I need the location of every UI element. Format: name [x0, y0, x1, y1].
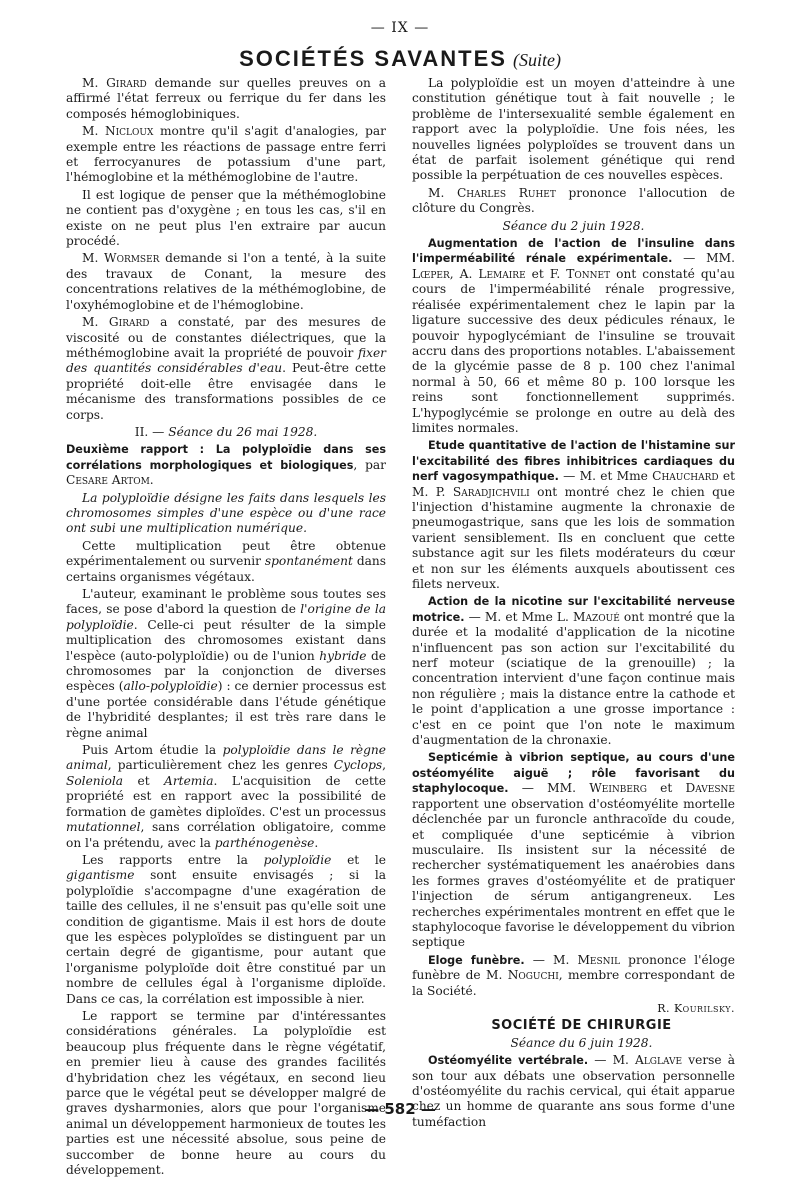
speaker-name: M. Nicloux	[82, 124, 154, 139]
society-session: Séance du 6 juin 1928.	[510, 1035, 653, 1050]
communication: Augmentation de l'action de l'insuline dans l'imperméabilité rénale expérimentale. — MM. Lœper, A. Lemaire et F. Tonnet ont constaté qu'au cours de l'imperméabilité rénale progressive, réalisée expérimentalement chez le lapin par la ligature successive des deux pédicules rénaux, le pouvoir hypoglycémiant de l'insuline se trouvait accru dans des proportions notables. L'abaissement de la glycémie passe de 8 p. 100 chez l'animal normal à 50, 66 et même 80 p. 100 lorsque les reins sont fonctionnellement supprimés. L'hypoglycémie se prolonge en outre au delà des limites normales.	[412, 237, 735, 435]
left-column	[66, 76, 386, 1180]
paragraph	[66, 76, 386, 122]
communication-title: Action de la nicotine sur l'excitabilité nerveuse motrice.	[412, 595, 735, 624]
page-number: — 582 —	[364, 1100, 436, 1118]
paragraph: Il est logique de penser que la méthémoglobine ne contient pas d'oxygène ; en tous les cas, s'il en existe on ne peut plus l'en extraire par aucun procédé.	[66, 187, 386, 249]
communication-title: Augmentation de l'action de l'insuline dans l'imperméabilité rénale expérimentale.	[412, 237, 735, 266]
speaker-name: M. Wormser	[82, 251, 160, 266]
communication-title: Etude quantitative de l'action de l'histamine sur l'excitabilité des fibres inhibitrices cardiaques du nerf vagosympathique.	[412, 439, 735, 484]
communication: Action de la nicotine sur l'excitabilité nerveuse motrice. — M. et Mme L. Mazoué ont montré que la durée et la modalité d'application de la nicotine n'influencent pas son action sur l'excitabilité du nerf moteur (sciatique de la grenouille) ; la concentration intervient d'une façon continue mais non régulière ; mais la distance entre la cathode et le point d'application a une grosse importance : c'est en ce point que l'on note le maximum d'augmentation de la chronaxie.	[412, 595, 735, 748]
communication-title: Eloge funèbre.	[428, 953, 525, 967]
speaker-name: M. Charles Ruhet	[428, 185, 556, 200]
italic-phrase: fixer des quantités considérables d'eau	[66, 345, 386, 376]
society-heading: SOCIÉTÉ DE CHIRURGIE	[491, 1018, 672, 1034]
communication: Septicémie à vibrion septique, au cours d'une ostéomyélite aiguë ; rôle favorisant du staphylocoque. — MM. Weinberg et Davesne rapportent une observation d'ostéomyélite mortelle déclenchée par un furoncle anthracoïde du coude, et compliquée d'une septicémie à vibrion musculaire. Ils insistent sur la nécessité de rechercher systématiquement les anaérobies dans les formes graves d'ostéomyélite et de pratiquer l'injection de sérum antigangreneux. Les recherches expérimentales montrent en effet que le staphylocoque favorise le développement du vibrion septique	[412, 751, 735, 950]
paragraph-text: . Peut-être cette propriété doit-elle être envisagée dans le mécanisme des transformations possibles de ce corps.	[66, 361, 386, 422]
communication-title: Septicémie à vibrion septique, au cours d'une ostéomyélite aiguë ; rôle favorisant du staphylocoque.	[412, 751, 735, 796]
speaker-name: M. Girard	[82, 76, 147, 90]
paragraph: Cette multiplication peut être obtenue expérimentalement ou survenir spontanément dans certains organismes végétaux.	[66, 538, 386, 584]
report-abstract: La polyploïdie désigne les faits dans lesquels les chromosomes simples d'une espèce ou d'une race ont subi une multiplication numérique.	[66, 490, 386, 536]
paragraph: Les rapports entre la polyploïdie et le gigantisme sont ensuite envisagés ; si la polyploïdie s'accompagne d'une exagération de taille des cellules, il ne s'ensuit pas qu'elle soit une condition de gigantisme. Mais il est hors de doute que les espèces polyploïdes se distinguent par un certain degré de gigantisme, pour autant que l'organisme polyploïde doit être constitué par un nombre de cellules égal à l'organisme diploïde. Dans ce cas, la corrélation est impossible à nier.	[66, 852, 386, 1006]
session-heading	[66, 425, 386, 440]
signature: R. Kourilsky.	[657, 1001, 735, 1015]
paragraph	[66, 124, 386, 186]
section-title: SOCIÉTÉS SAVANTES	[239, 46, 507, 71]
communication: Ostéomyélite vertébrale. — M. Alglave verse à son tour aux débats une observation personnelle d'ostéomyélite du rachis cervical, qui était apparue chez un homme de quarante ans sous forme d'une tuméfaction	[412, 1053, 735, 1129]
report-author: Cesare Artom	[66, 473, 150, 488]
paragraph	[66, 315, 386, 423]
paragraph: M. Charles Ruhet prononce l'allocution de clôture du Congrès.	[412, 185, 735, 216]
paragraph: Le rapport se termine par d'intéressantes considérations générales. La polyploïdie est beaucoup plus fréquente dans le règne végétatif, en premier lieu à cause des grandes facilités d'hybridation chez les végétaux, en second lieu parce que le végétal peut se développer malgré de graves dysharmonies, alors que pour l'organisme animal un développement harmonieux de toutes les parties est une nécessité absolue, sous peine de succomber de bonne heure au cours du développement.	[66, 1008, 386, 1178]
paragraph: La polyploïdie est un moyen d'atteindre à une constitution génétique tout à fait nouvelle ; le problème de l'intersexualité semble également en rapport avec la polyploïdie. Une fois nées, les nouvelles lignées polyploïdes se trouvent dans un état de parfait isolement génétique qui rend possible la perpétuation de ces nouvelles espèces.	[412, 76, 735, 183]
paragraph-text: demande si l'on a tenté, à la suite des travaux de Conant, la mesure des concentrations relatives de la méthémoglobine, de l'oxyhémoglobine et de l'hémoglobine.	[66, 251, 386, 312]
report-title: Deuxième rapport : La polyploïdie dans ses corrélations morphologiques et biologiques	[66, 443, 386, 472]
paragraph	[66, 251, 386, 313]
paragraph: Puis Artom étudie la polyploïdie dans le règne animal, particulièrement chez les genres Cyclops, Soleniola et Artemia. L'acquisition de cette propriété est en rapport avec la possibilité de formation de gamètes diploïdes. C'est un processus mutationnel, sans corrélation obligatoire, comme on l'a prétendu, avec la parthénogenèse.	[66, 743, 386, 850]
title-suffix: (Suite)	[512, 50, 561, 70]
session-date: Séance du 26 mai 1928.	[168, 424, 318, 439]
report-heading	[66, 442, 386, 488]
communication-title: Ostéomyélite vertébrale.	[428, 1054, 589, 1068]
communication: Etude quantitative de l'action de l'histamine sur l'excitabilité des fibres inhibitrices cardiaques du nerf vagosympathique. — M. et Mme Chauchard et M. P. Saradjichvili ont montré chez le chien que l'injection d'histamine augmente la chronaxie de pneumogastrique, sans que les lois de sommation varient sensiblement. Ils en concluent que cette substance agit sur les filets modérateurs du cœur et non sur les éléments auxquels aboutissent ces filets nerveux.	[412, 439, 735, 591]
paragraph-text: demande sur quelles preuves on a affirmé l'état ferreux ou ferrique du fer dans les composés hémoglobiniques.	[66, 76, 386, 121]
paragraph-text: montre qu'il s'agit d'analogies, par exemple entre les réactions de passage entre ferri et ferrocyanures de potassium d'une part, l'hémoglobine et la méthémoglobine de l'autre.	[66, 124, 386, 185]
paragraph: L'auteur, examinant le problème sous toutes ses faces, se pose d'abord la question de l'origine de la polyploïdie. Celle-ci peut résulter de la simple multiplication des chromosomes existant dans l'espèce (auto-polyploïdie) ou de l'union hybride de chromosomes par la conjonction de diverses espèces (allo-polyploïdie) : ce dernier processus est d'une portée considérable dans l'étude génétique de l'hybridité desplantes; il est très rare dans le règne animal	[66, 587, 387, 740]
session-heading: Séance du 2 juin 1928.	[502, 218, 645, 233]
communication: Eloge funèbre. — M. Mesnil prononce l'éloge funèbre de M. Noguchi, membre correspondant de la Société.	[412, 952, 735, 998]
page-title	[0, 46, 800, 72]
report-end: .	[149, 473, 154, 488]
page-folio: — IX —	[370, 20, 430, 36]
session-number: II. —	[134, 424, 169, 439]
speaker-name: M. Girard	[82, 315, 150, 330]
right-column	[412, 76, 735, 1132]
report-by: , par	[353, 457, 386, 472]
paragraph-text: a constaté, par des mesures de viscosité ou de constantes diélectriques, que la méthémoglobine avait la propriété de pouvoir	[66, 315, 386, 360]
